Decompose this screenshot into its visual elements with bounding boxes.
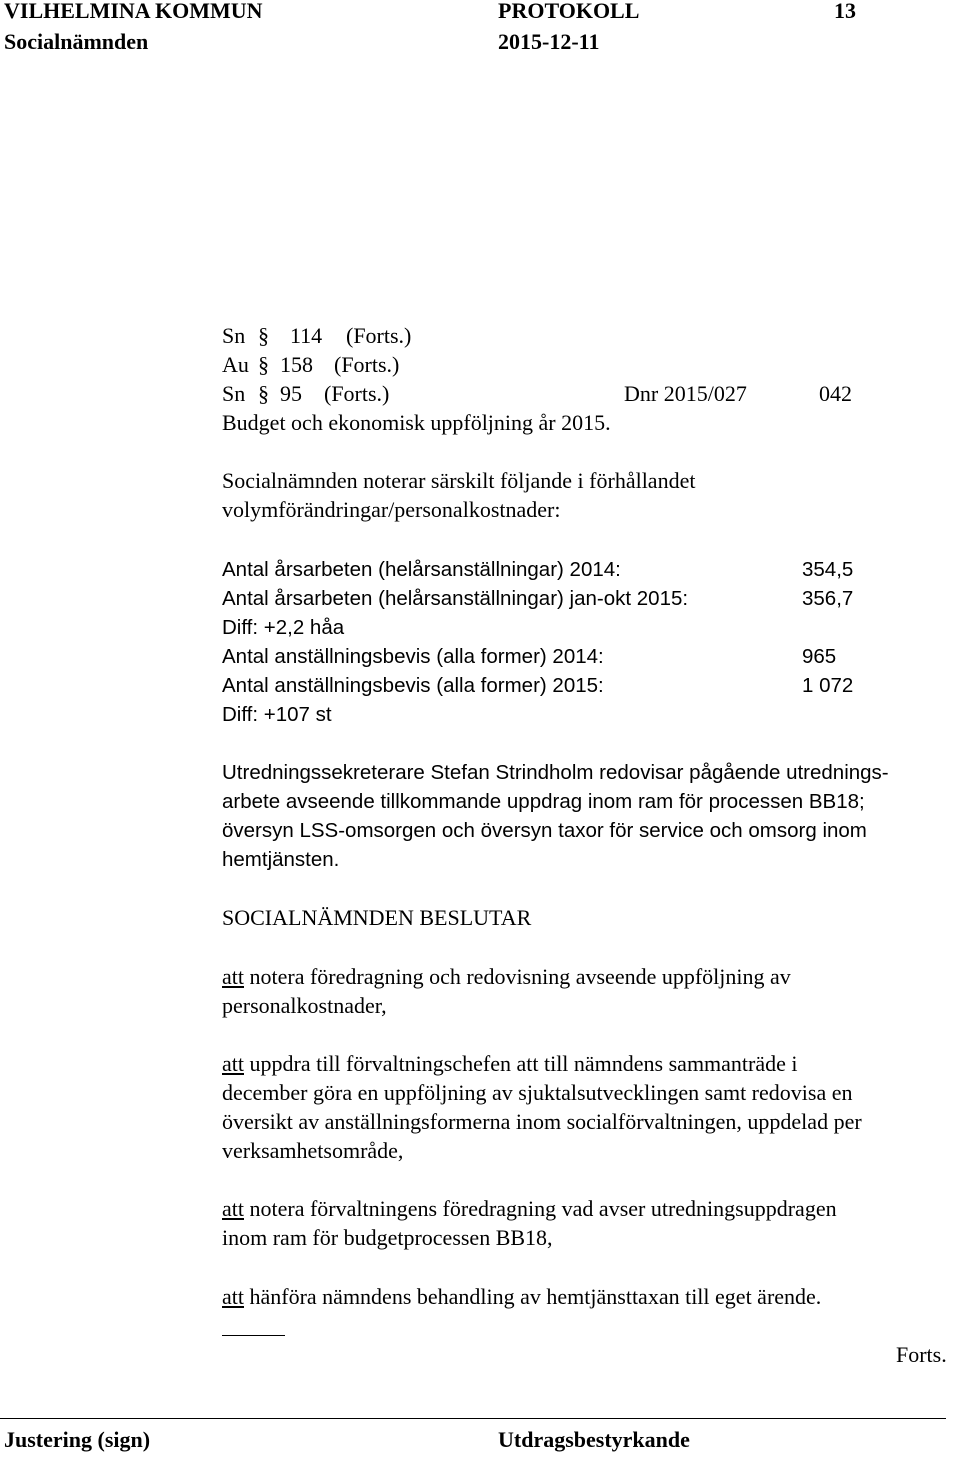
stat-value: 1 072 [802,674,854,697]
diary-number: Dnr 2015/027 [624,381,747,406]
decision-line: verksamhetsområde, [222,1138,404,1163]
subject-title: Budget och ekonomisk uppföljning år 2015. [222,410,611,435]
continued-label: Forts. [896,1342,947,1367]
stat-label: Antal årsarbeten (helårsanställningar) 2014: [222,558,621,581]
report-line: Utredningssekreterare Stefan Strindholm redovisar pågående utrednings- [222,761,889,784]
report-line: arbete avseende tillkommande uppdrag inom ram för processen BB18; [222,790,865,813]
stat-diff: Diff: +107 st [222,703,332,726]
att-keyword: att [222,1284,244,1309]
intro-line: Socialnämnden noterar särskilt följande i förhållandet [222,468,696,493]
decision-item: att notera föredragning och redovisning avseende uppföljning av [222,964,791,989]
municipality-name: VILHELMINA KOMMUN [4,0,263,23]
committee-name: Socialnämnden [4,29,149,54]
footer-divider [0,1418,946,1419]
stat-value: 356,7 [802,587,854,610]
decision-line: inom ram för budgetprocessen BB18, [222,1225,553,1250]
decision-line: översikt av anställningsformerna inom socialförvaltningen, uppdelad per [222,1109,862,1134]
diary-code: 042 [819,381,852,406]
att-keyword: att [222,1196,244,1221]
report-line: översyn LSS-omsorgen och översyn taxor för service och omsorg inom [222,819,867,842]
decision-line: personalkostnader, [222,993,387,1018]
stat-label: Antal årsarbeten (helårsanställningar) jan-okt 2015: [222,587,689,610]
document-type: PROTOKOLL [498,0,640,23]
report-line: hemtjänsten. [222,848,340,871]
decision-line: december göra en uppföljning av sjuktalsutvecklingen samt redovisa en [222,1080,853,1105]
meeting-date: 2015-12-11 [498,29,600,54]
stat-value: 354,5 [802,558,854,581]
footer-justering: Justering (sign) [4,1427,151,1452]
stat-value: 965 [802,645,837,668]
stat-diff: Diff: +2,2 håa [222,616,345,639]
stat-label: Antal anställningsbevis (alla former) 2014: [222,645,604,668]
att-keyword: att [222,964,244,989]
decision-item: att notera förvaltningens föredragning vad avser utredningsuppdragen [222,1196,837,1221]
intro-line: volymförändringar/personalkostnader: [222,497,561,522]
stat-label: Antal anställningsbevis (alla former) 2015: [222,674,604,697]
decision-heading: SOCIALNÄMNDEN BESLUTAR [222,905,532,930]
decision-item: att hänföra nämndens behandling av hemtjänsttaxan till eget ärende. [222,1284,822,1309]
footer-utdragsbestyrkande: Utdragsbestyrkande [498,1427,690,1452]
page-number: 13 [834,0,856,23]
short-divider [222,1335,285,1336]
att-keyword: att [222,1051,244,1076]
decision-item: att uppdra till förvaltningschefen att till nämndens sammanträde i [222,1051,798,1076]
